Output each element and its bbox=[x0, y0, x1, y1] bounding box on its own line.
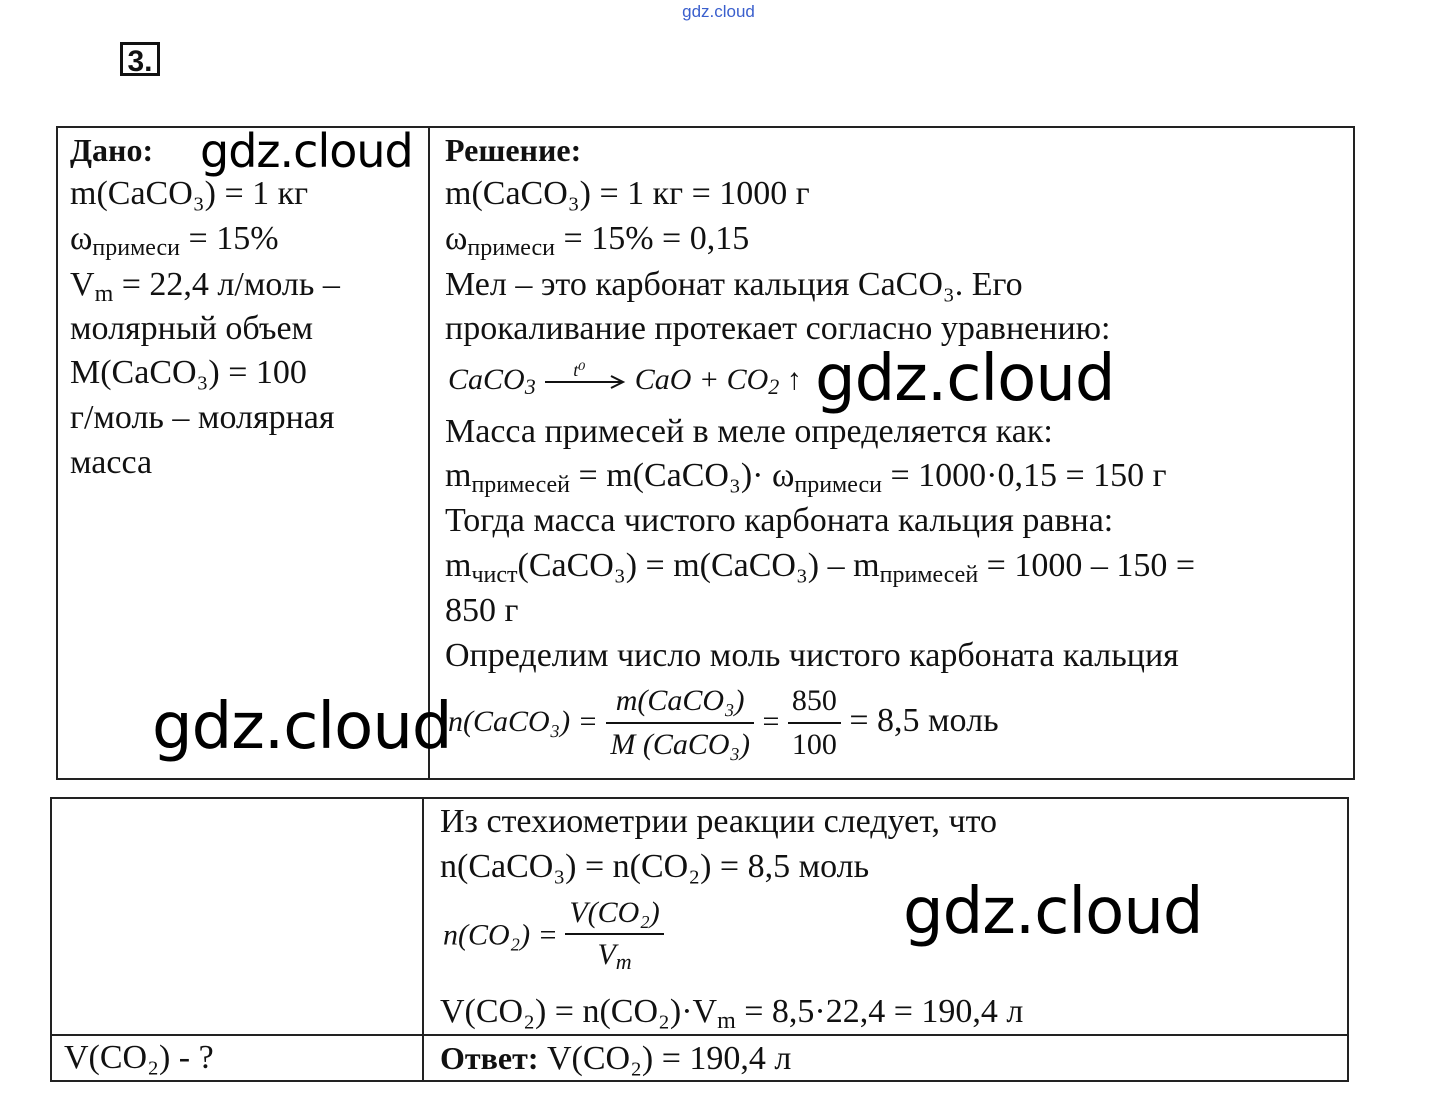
given-heading: Дано: bbox=[70, 132, 154, 168]
formula-moles-co2: n(CO₂) = $\frac{\text{V(CO₂)}}{Vm}$ bbox=[443, 893, 664, 982]
solution-pure-mass-calc: $m_{чист}(CaCO_3)$ = m(CaCO₃) – $m_{примесей} = 1000 - 150$ = bbox=[445, 547, 1196, 588]
reaction-equation: CaCO3 t⁰ CaO + CO2 ↑ bbox=[448, 360, 802, 399]
given-molar-mass: M(CaCO₃) = 100 bbox=[70, 354, 307, 391]
stoichiometry-equality: n(CaCO₃) = n(CO₂) = 8,5 моль bbox=[440, 848, 870, 885]
given-molar-volume: $V_m = 22,4$ л/моль – bbox=[70, 266, 340, 307]
formula-moles-caco3: n(CaCO₃) = $\frac{\text{m(CaCO₃)}}{\text{M (CaCO₃)}}$ = $\frac{850}{100}$ = 8,5 моль bbox=[448, 680, 999, 766]
fraction-850-100: $\frac{850}{100}$ bbox=[788, 680, 841, 766]
watermark-3: gdz.cloud bbox=[152, 690, 452, 764]
given-molar-volume-desc: молярный объем bbox=[70, 310, 314, 347]
watermark-4: gdz.cloud bbox=[903, 875, 1203, 949]
solution-impurity-mass-text: Масса примесей в меле определяется как: bbox=[445, 413, 1053, 450]
solution-moles-text: Определим число моль чистого карбоната кальция bbox=[445, 637, 1179, 674]
solution-heading: Решение: bbox=[445, 132, 582, 168]
table1-divider bbox=[428, 126, 430, 780]
solution-calcination-text: прокаливание протекает согласно уравнению: bbox=[445, 310, 1111, 347]
watermark-2: gdz.cloud bbox=[815, 342, 1115, 416]
given-find: V(CO₂) - ? bbox=[64, 1039, 214, 1076]
volume-calc: $V(CO_2) = n(CO_2)\cdot V_m = 8,5\cdot 22,4 = 190,4$ л bbox=[440, 993, 1024, 1034]
reaction-arrow: t⁰ bbox=[543, 372, 627, 392]
given-molar-mass-desc: масса bbox=[70, 444, 153, 481]
fraction-mass-over-molar: $\frac{\text{m(CaCO₃)}}{\text{M (CaCO₃)}}$ bbox=[606, 680, 754, 766]
solution-mass: m(CaCO₃) = 1 кг = 1000 г bbox=[445, 175, 810, 212]
fraction-volume-over-vm: $\frac{\text{V(CO₂)}}{Vm}$ bbox=[565, 893, 663, 982]
watermark-1: gdz.cloud bbox=[200, 124, 413, 178]
given-mass: m(CaCO₃) = 1 кг bbox=[70, 175, 309, 212]
answer: Ответ: V(CO₂) = 190,4 л bbox=[440, 1040, 792, 1077]
solution-chalk-text: Мел – это карбонат кальция CaCO₃. Его bbox=[445, 266, 1023, 303]
solution-impurity: $\omega_{примеси} = 15\% = 0,15$ bbox=[445, 220, 750, 261]
solution-impurity-mass-calc: $m_{примесей}$ = m(CaCO₃)· $\omega_{примеси} = 1000\cdot 0,15 = 150$ г bbox=[445, 457, 1167, 498]
solution-pure-mass-result: 850 г bbox=[445, 592, 519, 629]
table2-divider bbox=[422, 797, 424, 1082]
given-impurity: $\omega_{примеси} = 15\%$ bbox=[70, 220, 279, 261]
watermark-top: gdz.cloud bbox=[682, 2, 755, 21]
stoichiometry-text: Из стехиометрии реакции следует, что bbox=[440, 803, 998, 840]
task-number: 3. bbox=[120, 42, 160, 76]
given-molar-mass-unit: г/моль – молярная bbox=[70, 399, 335, 436]
solution-pure-mass-text: Тогда масса чистого карбоната кальция равна: bbox=[445, 502, 1114, 539]
